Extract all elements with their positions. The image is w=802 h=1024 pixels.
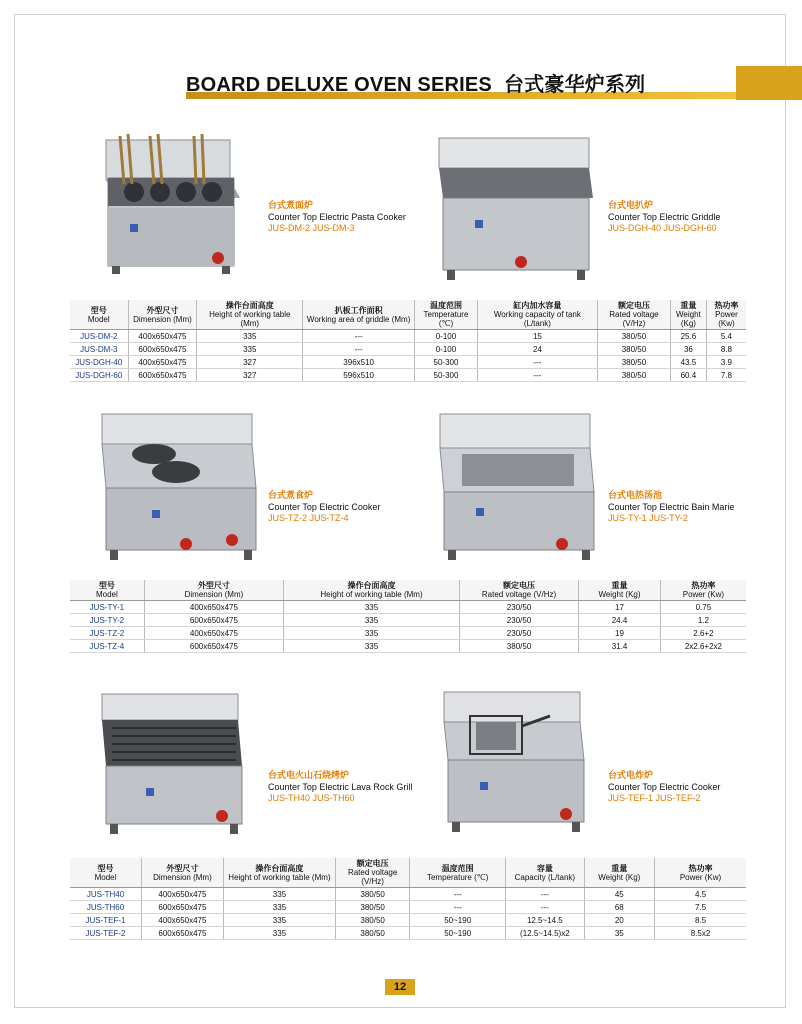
col-header: 外型尺寸 Dimension (Mm) xyxy=(144,580,283,601)
caption-en: Counter Top Electric Griddle xyxy=(608,211,721,222)
pasta-cooker-image xyxy=(98,128,248,278)
caption-cn: 台式电扒炉 xyxy=(608,200,654,210)
col-header: 额定电压 Rated voltage (V/Hz) xyxy=(597,300,670,330)
col-header: 重量 Weight (Kg) xyxy=(584,858,655,888)
lava-rock-grill-image xyxy=(96,688,246,838)
caption-cn: 台式电炸炉 xyxy=(608,770,654,780)
caption-lava-rock-grill xyxy=(268,770,412,805)
table-row: JUS-TEF-2 600x650x475 335 380/50 50~190 (12.5~14.5)x2 35 8.5x2 xyxy=(70,927,746,940)
fryer-image xyxy=(440,686,590,836)
caption-cn: 台式煮面炉 xyxy=(268,200,314,210)
caption-codes: JUS-TZ-2 JUS-TZ-4 xyxy=(268,513,349,523)
table-row: JUS-TH40 400x650x475 335 380/50 --- --- 45 4.5 xyxy=(70,888,746,901)
col-header: 额定电压 Rated voltage (V/Hz) xyxy=(336,858,410,888)
caption-griddle xyxy=(608,200,720,235)
spec-table-3 xyxy=(70,858,746,940)
caption-cn: 台式电火山石烧烤炉 xyxy=(268,770,350,780)
caption-cn: 台式电热汤池 xyxy=(608,490,663,500)
bain-marie-image xyxy=(436,408,598,563)
table-row: JUS-TEF-1 400x650x475 335 380/50 50~190 12.5~14.5 20 8.5 xyxy=(70,914,746,927)
caption-cn: 台式煮食炉 xyxy=(268,490,314,500)
col-header: 型号 Model xyxy=(70,858,142,888)
page-number: 12 xyxy=(385,979,415,995)
caption-codes: JUS-DGH-40 JUS-DGH-60 xyxy=(608,223,717,233)
caption-en: Counter Top Electric Lava Rock Grill xyxy=(268,781,413,792)
caption-codes: JUS-DM-2 JUS-DM-3 xyxy=(268,223,355,233)
table-row: JUS-TY-1 400x650x475 335 230/50 17 0.75 xyxy=(70,601,746,614)
col-header: 热功率 Power (Kw) xyxy=(706,300,746,330)
page-title-cn: 台式豪华炉系列 xyxy=(503,74,646,96)
col-header: 重量 Weight (Kg) xyxy=(579,580,661,601)
table-row: JUS-TH60 600x650x475 335 380/50 --- --- 68 7.5 xyxy=(70,901,746,914)
caption-codes: JUS-TY-1 JUS-TY-2 xyxy=(608,513,688,523)
caption-electric-cooker xyxy=(268,490,380,525)
col-header: 操作台面高度 Height of working table (Mm) xyxy=(197,300,303,330)
table-row: JUS-DGH-60 600x650x475 327 596x510 50-300 --- 380/50 60.4 7.8 xyxy=(70,369,746,382)
col-header: 型号 Model xyxy=(70,580,144,601)
caption-en: Counter Top Electric Bain Marie xyxy=(608,501,735,512)
col-header: 温度范围 Temperature (℃) xyxy=(415,300,478,330)
table-row: JUS-DM-2 400x650x475 335 --- 0-100 15 380/50 25.6 5.4 xyxy=(70,330,746,343)
col-header: 热功率 Power (Kw) xyxy=(655,858,746,888)
caption-bain-marie xyxy=(608,490,734,525)
electric-cooker-image xyxy=(96,408,261,563)
spec-table-2 xyxy=(70,580,746,653)
table-row: JUS-DGH-40 400x650x475 327 396x510 50-300 --- 380/50 43.5 3.9 xyxy=(70,356,746,369)
col-header: 重量 Weight (Kg) xyxy=(670,300,706,330)
page-title-en: BOARD DELUXE OVEN SERIES xyxy=(186,74,492,96)
col-header: 操作台面高度 Height of working table (Mm) xyxy=(284,580,460,601)
col-header: 额定电压 Rated voltage (V/Hz) xyxy=(459,580,578,601)
griddle-image xyxy=(435,128,595,283)
table-row: JUS-TZ-4 600x650x475 335 380/50 31.4 2x2.6+2x2 xyxy=(70,640,746,653)
header-accent-block xyxy=(736,66,802,100)
col-header: 外型尺寸 Dimension (Mm) xyxy=(128,300,197,330)
page-title xyxy=(186,68,645,97)
table-row: JUS-DM-3 600x650x475 335 --- 0-100 24 380/50 36 8.8 xyxy=(70,343,746,356)
table-row: JUS-TZ-2 400x650x475 335 230/50 19 2.6+2 xyxy=(70,627,746,640)
caption-codes: JUS-TH40 JUS-TH60 xyxy=(268,793,355,803)
col-header: 操作台面高度 Height of working table (Mm) xyxy=(223,858,335,888)
caption-en: Counter Top Electric Cooker xyxy=(268,501,381,512)
col-header: 温度范围 Temperature (℃) xyxy=(410,858,506,888)
caption-codes: JUS-TEF-1 JUS-TEF-2 xyxy=(608,793,701,803)
col-header: 扒板工作面积 Working area of griddle (Mm) xyxy=(303,300,415,330)
col-header: 容量 Capacity (L/tank) xyxy=(506,858,584,888)
caption-en: Counter Top Electric Cooker xyxy=(608,781,721,792)
col-header: 热功率 Power (Kw) xyxy=(660,580,746,601)
col-header: 缸内加水容量 Working capacity of tank (L/tank) xyxy=(477,300,597,330)
table-row: JUS-TY-2 600x650x475 335 230/50 24.4 1.2 xyxy=(70,614,746,627)
caption-fryer xyxy=(608,770,720,805)
col-header: 外型尺寸 Dimension (Mm) xyxy=(142,858,224,888)
caption-en: Counter Top Electric Pasta Cooker xyxy=(268,211,406,222)
caption-pasta-cooker xyxy=(268,200,406,235)
col-header: 型号 Model xyxy=(70,300,128,330)
spec-table-1 xyxy=(70,300,746,382)
